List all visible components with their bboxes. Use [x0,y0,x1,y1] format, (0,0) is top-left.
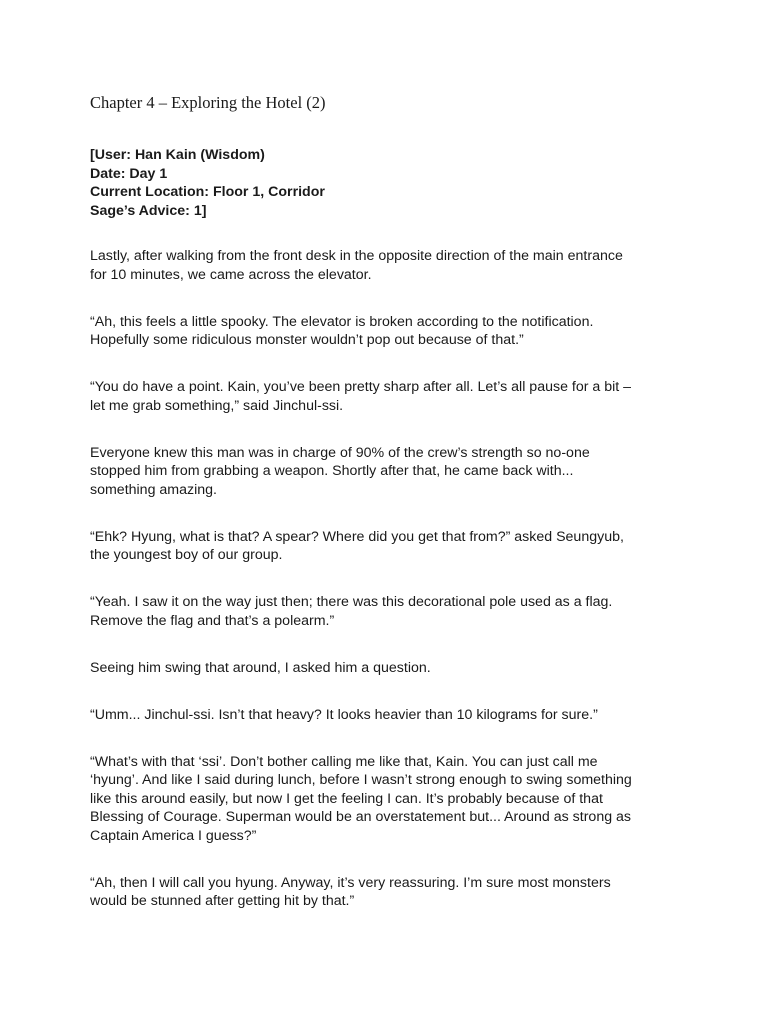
chapter-title: Chapter 4 – Exploring the Hotel (2) [90,93,326,112]
paragraph [90,528,650,565]
paragraph-line: “You do have a point. Kain, you’ve been pretty sharp after all. Let’s all pause for a bit – [90,379,632,395]
paragraph-line: let me grab something,” said Jinchul-ssi. [90,397,344,414]
paragraph [90,874,650,911]
paragraph [90,753,650,846]
status-location: Current Location: Floor 1, Corridor [90,184,325,200]
paragraph-line: “What’s with that ‘ssi’. Don’t bother calling me like that, Kain. You can just call me [90,753,598,770]
document-page [90,92,650,939]
paragraph-line: “Umm... Jinchul-ssi. Isn’t that heavy? It looks heavier than 10 kilograms for sure.” [90,706,598,723]
paragraph [90,593,650,630]
status-advice: Sage’s Advice: 1] [90,202,207,219]
paragraph-line: Hopefully some ridiculous monster wouldn’t pop out because of that.” [90,332,524,348]
paragraph-line: “Ehk? Hyung, what is that? A spear? Where did you get that from?” asked Seungyub, [90,528,624,545]
paragraph [90,313,650,350]
status-user: [User: Han Kain (Wisdom) [90,147,265,163]
paragraph-line: “Yeah. I saw it on the way just then; there was this decorational pole used as a flag. [90,594,613,610]
story-body [90,247,650,911]
paragraph-line: Lastly, after walking from the front desk in the opposite direction of the main entrance [90,248,623,264]
paragraph-line: Seeing him swing that around, I asked him a question. [90,659,431,676]
paragraph [90,659,650,678]
status-block [90,146,650,220]
paragraph-line: “Ah, then I will call you hyung. Anyway, it’s very reassuring. I’m sure most monsters [90,874,611,891]
paragraph-line: something amazing. [90,481,217,498]
paragraph-line: would be stunned after getting hit by that.” [90,893,355,909]
status-date: Date: Day 1 [90,165,168,182]
paragraph-line: Blessing of Courage. Superman would be an overstatement but... Around as strong as [90,809,632,825]
paragraph-line: “Ah, this feels a little spooky. The elevator is broken according to the notification. [90,313,594,330]
paragraph [90,706,650,725]
paragraph [90,378,650,415]
paragraph [90,444,650,500]
paragraph-line: Everyone knew this man was in charge of 90% of the crew’s strength so no-one [90,444,590,461]
paragraph-line: like this around easily, but now I get the feeling I can. It’s probably because of that [90,790,603,807]
paragraph-line: the youngest boy of our group. [90,547,283,563]
paragraph-line: Remove the flag and that’s a polearm.” [90,612,335,629]
paragraph-line: stopped him from grabbing a weapon. Shortly after that, he came back with... [90,463,574,479]
paragraph-line: Captain America I guess?” [90,827,257,844]
paragraph [90,247,650,284]
paragraph-line: for 10 minutes, we came across the elevator. [90,266,372,283]
paragraph-line: ‘hyung’. And like I said during lunch, before I wasn’t strong enough to swing something [90,772,632,788]
